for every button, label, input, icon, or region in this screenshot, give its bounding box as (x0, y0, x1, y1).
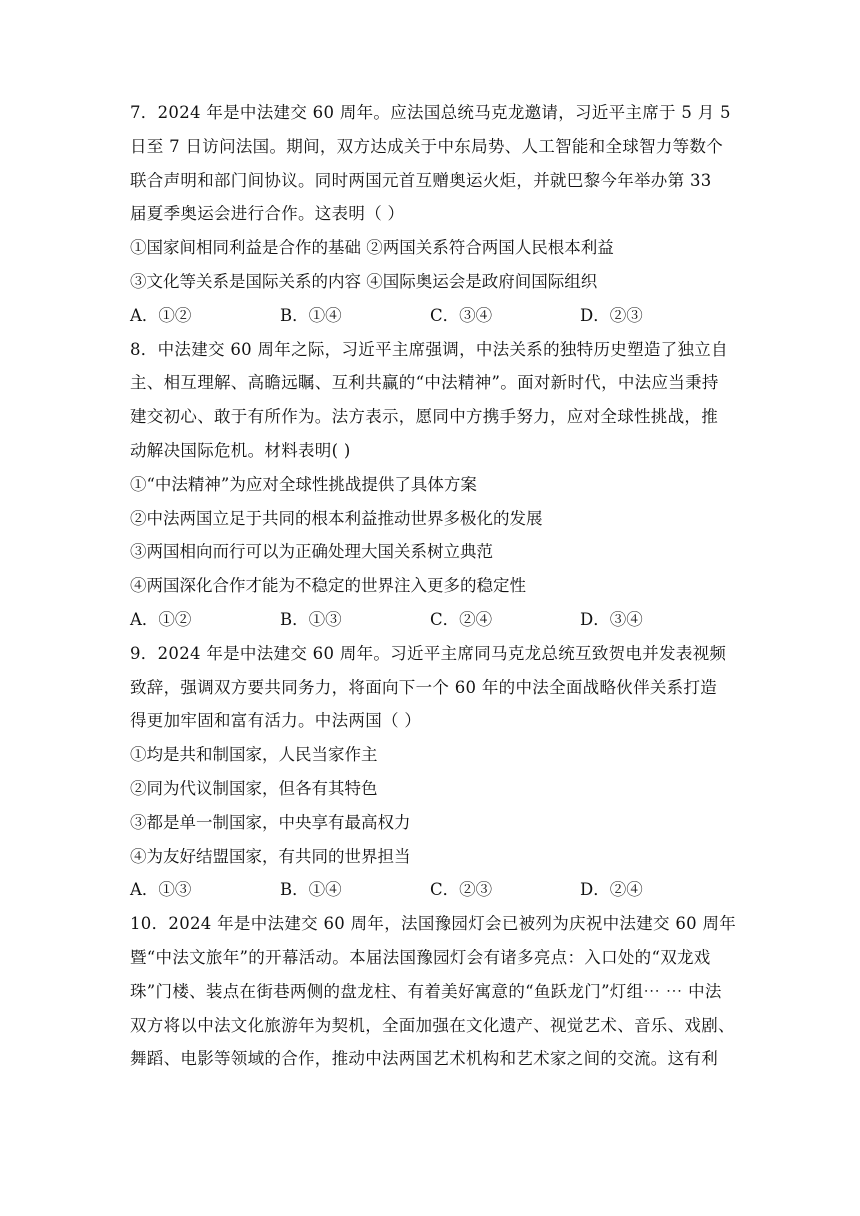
question-7 (130, 96, 730, 333)
option-d: D．③④ (580, 609, 643, 629)
statement-line: ②同为代议制国家，但各有其特色 (130, 778, 378, 798)
statement-line: ②中法两国立足于共同的根本利益推动世界多极化的发展 (130, 508, 543, 528)
question-8 (130, 333, 730, 637)
option-c: C．②③ (430, 880, 493, 900)
question-stem-line: 得更加牢固和富有活力。中法两国（ ） (130, 711, 422, 731)
question-stem-line: 届夏季奥运会进行合作。这表明（ ） (130, 204, 405, 224)
statement-line: ①“中法精神”为应对全球性挑战提供了具体方案 (130, 474, 477, 494)
option-d: D．②④ (580, 880, 643, 900)
question-stem-line: 10．2024 年是中法建交 60 周年，法国豫园灯会已被列为庆祝中法建交 60 周年 (130, 914, 737, 934)
option-d: D．②③ (580, 305, 643, 325)
question-stem-line: 主、相互理解、高瞻远瞩、互利共赢的“中法精神”。面对新时代，中法应当秉持 (130, 373, 719, 393)
question-stem-line: 8．中法建交 60 周年之际，习近平主席强调，中法关系的独特历史塑造了独立自 (130, 339, 728, 359)
statement-line: ①均是共和制国家，人民当家作主 (130, 745, 378, 765)
question-stem-line: 舞蹈、电影等领域的合作，推动中法两国艺术机构和艺术家之间的交流。这有利 (130, 1049, 718, 1069)
option-a: A．①③ (130, 880, 192, 900)
option-c: C．③④ (430, 305, 493, 325)
question-stem-line: 暨“中法文旅年”的开幕活动。本届法国豫园灯会有诸多亮点：入口处的“双龙戏 (130, 947, 711, 967)
question-stem-line: 动解决国际危机。材料表明( ) (130, 440, 351, 460)
statement-line: ①国家间相同利益是合作的基础 ②两国关系符合两国人民根本利益 (130, 238, 614, 258)
option-a: A．①② (130, 609, 192, 629)
option-b: B．①④ (280, 305, 342, 325)
question-stem-line: 双方将以中法文化旅游年为契机，全面加强在文化遗产、视觉艺术、音乐、戏剧、 (130, 1015, 735, 1035)
statement-line: ④两国深化合作才能为不稳定的世界注入更多的稳定性 (130, 576, 526, 596)
question-stem-line: 建交初心、敢于有所作为。法方表示，愿同中方携手努力，应对全球性挑战，推 (130, 407, 718, 427)
statement-line: ④为友好结盟国家，有共同的世界担当 (130, 846, 411, 866)
question-10 (130, 907, 737, 1076)
statement-line: ③文化等关系是国际关系的内容 ④国际奥运会是政府间国际组织 (130, 271, 598, 291)
answer-options (130, 603, 730, 637)
question-stem-line: 日至 7 日访问法国。期间，双方达成关于中东局势、人工智能和全球智力等数个 (130, 136, 724, 156)
question-stem-line: 致辞，强调双方要共同务力，将面向下一个 60 年的中法全面战略伙伴关系打造 (130, 677, 718, 697)
question-9 (130, 637, 730, 907)
option-b: B．①④ (280, 880, 342, 900)
option-a: A．①② (130, 305, 192, 325)
answer-options (130, 299, 730, 333)
question-stem-line: 7．2024 年是中法建交 60 周年。应法国总统马克龙邀请，习近平主席于 5 月 5 (130, 103, 731, 122)
question-stem-line: 珠”门楼、装点在街巷两侧的盘龙柱、有着美好寓意的“鱼跃龙门”灯组⋯ ⋯ 中法 (130, 981, 722, 1001)
exam-page (130, 96, 737, 1076)
question-stem-line: 联合声明和部门间协议。同时两国元首互赠奥运火炬，并就巴黎今年举办第 33 (130, 170, 712, 190)
statement-line: ③两国相向而行可以为正确处理大国关系树立典范 (130, 542, 493, 562)
option-b: B．①③ (280, 609, 342, 629)
question-stem-line: 9．2024 年是中法建交 60 周年。习近平主席同马克龙总统互致贺电并发表视频 (130, 643, 727, 663)
answer-options (130, 873, 730, 907)
option-c: C．②④ (430, 609, 493, 629)
statement-line: ③都是单一制国家，中央享有最高权力 (130, 812, 411, 832)
